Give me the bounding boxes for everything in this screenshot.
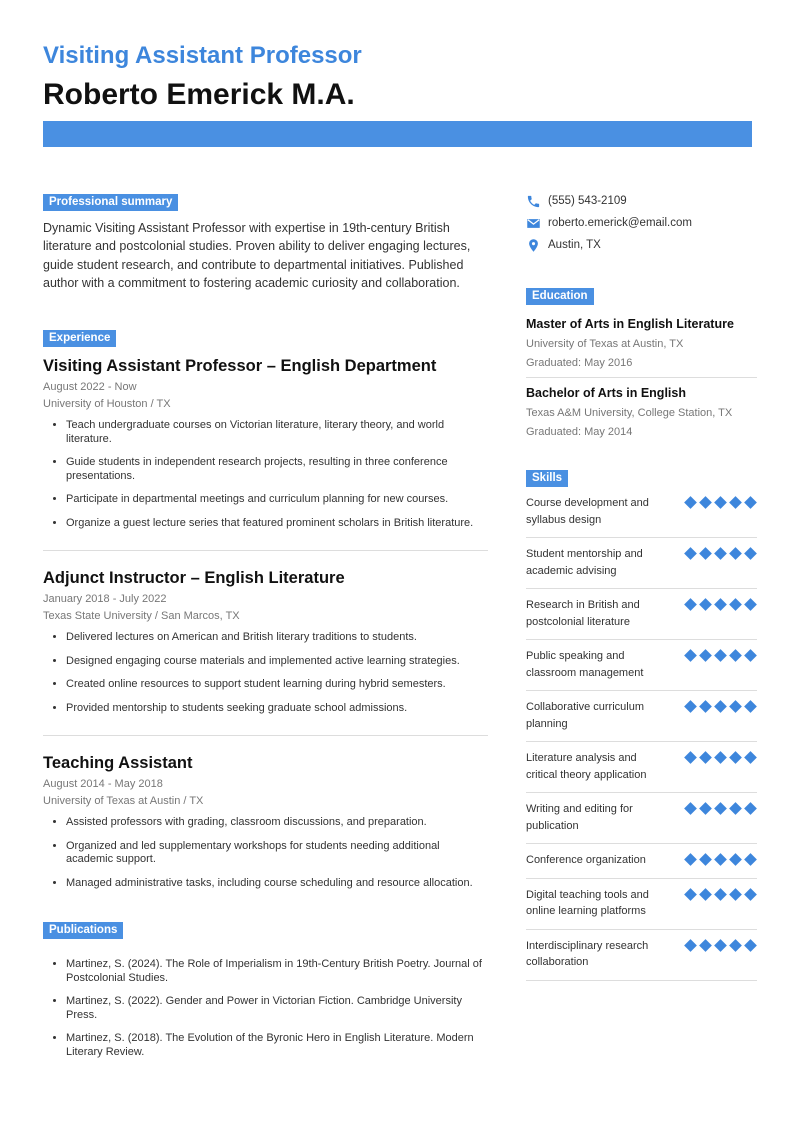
rating-diamond-icon (714, 751, 727, 764)
skill-row (526, 640, 757, 691)
rating-diamond-icon (744, 547, 757, 560)
contact-phone (526, 190, 757, 212)
skill-name: Student mentorship and academic advising (526, 548, 643, 577)
job-bullet: • Created online resources to support student learning during hybrid semesters. (66, 678, 488, 692)
section-label: Publications (43, 922, 123, 939)
job-entry (43, 754, 488, 910)
rating-diamond-icon (684, 496, 697, 509)
email-text: roberto.emerick@email.com (548, 217, 692, 229)
rating-diamond-icon (714, 700, 727, 713)
job-bullets (43, 816, 488, 890)
skill-row (526, 538, 757, 589)
rating-diamond-icon (744, 853, 757, 866)
section-label: Education (526, 288, 594, 305)
skill-name: Research in British and postcolonial literature (526, 599, 640, 628)
rating-diamond-icon (714, 853, 727, 866)
skill-row (526, 930, 757, 981)
job-bullet: • Assisted professors with grading, classroom discussions, and preparation. (66, 816, 488, 830)
job-bullet: • Delivered lectures on American and British literary traditions to students. (66, 631, 488, 645)
phone-icon (526, 194, 541, 209)
skill-row (526, 879, 757, 930)
job-bullet: • Organize a guest lecture series that featured prominent scholars in British literature. (66, 517, 488, 531)
skill-name: Digital teaching tools and online learning platforms (526, 888, 649, 917)
job-entry (43, 569, 488, 736)
rating-diamond-icon (699, 496, 712, 509)
skill-name: Collaborative curriculum planning (526, 701, 644, 730)
contact-location (526, 234, 757, 256)
rating-diamond-icon (744, 496, 757, 509)
rating-diamond-icon (684, 751, 697, 764)
skill-row (526, 844, 757, 879)
publication-item: • Martinez, S. (2022). Gender and Power in Victorian Fiction. Cambridge University Press. (66, 995, 488, 1022)
rating-diamond-icon (714, 598, 727, 611)
job-dates: August 2022 - Now (43, 381, 137, 394)
rating-diamond-icon (699, 649, 712, 662)
job-location: University of Texas at Austin / TX (43, 795, 204, 808)
skill-rating (684, 801, 757, 834)
job-bullet: • Provided mentorship to students seeking graduate school admissions. (66, 702, 488, 716)
job-bullet: • Managed administrative tasks, including course scheduling and resource allocation. (66, 877, 488, 891)
rating-diamond-icon (729, 598, 742, 611)
degree: Master of Arts in English Literature (526, 317, 734, 331)
rating-diamond-icon (699, 700, 712, 713)
job-title: Visiting Assistant Professor (43, 42, 362, 69)
rating-diamond-icon (714, 939, 727, 952)
rating-diamond-icon (744, 939, 757, 952)
publication-item: • Martinez, S. (2024). The Role of Imperialism in 19th-Century British Poetry. Journal of Postcolonial Studies. (66, 958, 488, 985)
skill-rating (684, 852, 757, 869)
graduation-date: Graduated: May 2016 (526, 357, 633, 369)
skill-name: Conference organization (526, 854, 646, 866)
skill-row (526, 487, 757, 538)
education-section (526, 286, 757, 446)
rating-diamond-icon (729, 853, 742, 866)
summary-section (43, 192, 488, 292)
skill-row (526, 589, 757, 640)
rating-diamond-icon (729, 802, 742, 815)
job-bullets (43, 419, 488, 530)
rating-diamond-icon (699, 598, 712, 611)
rating-diamond-icon (744, 751, 757, 764)
job-bullet: • Organized and led supplementary workshops for students needing additional academic support. (66, 840, 488, 867)
skill-row (526, 691, 757, 742)
side-column (526, 190, 757, 981)
rating-diamond-icon (699, 853, 712, 866)
rating-diamond-icon (699, 888, 712, 901)
contact-email (526, 212, 757, 234)
skill-name: Interdisciplinary research collaboration (526, 939, 649, 968)
rating-diamond-icon (729, 939, 742, 952)
rating-diamond-icon (699, 802, 712, 815)
skills-section (526, 468, 757, 981)
skill-rating (684, 597, 757, 630)
job-bullet: • Guide students in independent research projects, resulting in three conference presentations. (66, 456, 488, 483)
skill-rating (684, 699, 757, 732)
skill-rating (684, 648, 757, 681)
skill-rating (684, 546, 757, 579)
rating-diamond-icon (744, 700, 757, 713)
publications-section (43, 920, 488, 1059)
rating-diamond-icon (744, 649, 757, 662)
job-bullets (43, 631, 488, 715)
rating-diamond-icon (684, 700, 697, 713)
rating-diamond-icon (684, 939, 697, 952)
job-dates: January 2018 - July 2022 (43, 593, 167, 606)
rating-diamond-icon (684, 598, 697, 611)
job-location: Texas State University / San Marcos, TX (43, 610, 240, 623)
job-entry-title: Adjunct Instructor – English Literature (43, 569, 345, 588)
summary-text: Dynamic Visiting Assistant Professor with expertise in 19th-century British literature and postcolonial studies. Proven ability to deliver engaging lectures, guide student research, and contribute to departmental initiatives. Published author with a commitment to fostering academic curiosity and collaboration. (43, 221, 471, 290)
location-pin-icon (526, 238, 541, 253)
graduation-date: Graduated: May 2014 (526, 426, 633, 438)
job-bullet: • Designed engaging course materials and implemented active learning strategies. (66, 655, 488, 669)
education-entry (526, 378, 757, 446)
header-accent-bar (43, 121, 752, 147)
rating-diamond-icon (744, 598, 757, 611)
rating-diamond-icon (744, 888, 757, 901)
rating-diamond-icon (729, 700, 742, 713)
rating-diamond-icon (729, 649, 742, 662)
section-label: Skills (526, 470, 568, 487)
rating-diamond-icon (699, 939, 712, 952)
job-location: University of Houston / TX (43, 398, 171, 411)
rating-diamond-icon (744, 802, 757, 815)
experience-section (43, 328, 488, 910)
rating-diamond-icon (699, 547, 712, 560)
rating-diamond-icon (699, 751, 712, 764)
job-entry (43, 357, 488, 551)
skill-name: Writing and editing for publication (526, 803, 633, 832)
publication-item: • Martinez, S. (2018). The Evolution of the Byronic Hero in English Literature. Modern Literary Review. (66, 1032, 488, 1059)
email-icon (526, 216, 541, 231)
rating-diamond-icon (684, 547, 697, 560)
degree: Bachelor of Arts in English (526, 386, 686, 400)
location-text: Austin, TX (548, 239, 601, 251)
rating-diamond-icon (684, 853, 697, 866)
skill-name: Public speaking and classroom management (526, 650, 644, 679)
main-column (43, 192, 488, 1069)
rating-diamond-icon (684, 802, 697, 815)
skill-row (526, 793, 757, 844)
section-label: Professional summary (43, 194, 178, 211)
education-entry (526, 309, 757, 378)
job-entry-title: Visiting Assistant Professor – English Department (43, 357, 437, 376)
skill-rating (684, 750, 757, 783)
rating-diamond-icon (714, 802, 727, 815)
section-label: Experience (43, 330, 116, 347)
rating-diamond-icon (729, 547, 742, 560)
skill-rating (684, 887, 757, 920)
school: University of Texas at Austin, TX (526, 338, 684, 350)
skill-name: Course development and syllabus design (526, 497, 649, 526)
rating-diamond-icon (729, 888, 742, 901)
rating-diamond-icon (714, 649, 727, 662)
candidate-name: Roberto Emerick M.A. (43, 78, 355, 111)
job-bullet: • Teach undergraduate courses on Victorian literature, literary theory, and world literature. (66, 419, 488, 446)
rating-diamond-icon (714, 888, 727, 901)
rating-diamond-icon (684, 649, 697, 662)
school: Texas A&M University, College Station, TX (526, 407, 733, 419)
skill-name: Literature analysis and critical theory application (526, 752, 647, 781)
rating-diamond-icon (684, 888, 697, 901)
rating-diamond-icon (729, 496, 742, 509)
job-dates: August 2014 - May 2018 (43, 778, 163, 791)
skill-row (526, 742, 757, 793)
phone-text: (555) 543-2109 (548, 195, 627, 207)
skill-rating (684, 938, 757, 971)
rating-diamond-icon (729, 751, 742, 764)
rating-diamond-icon (714, 547, 727, 560)
job-entry-title: Teaching Assistant (43, 754, 193, 773)
rating-diamond-icon (714, 496, 727, 509)
job-bullet: • Participate in departmental meetings and curriculum planning for new courses. (66, 493, 488, 507)
skill-rating (684, 495, 757, 528)
